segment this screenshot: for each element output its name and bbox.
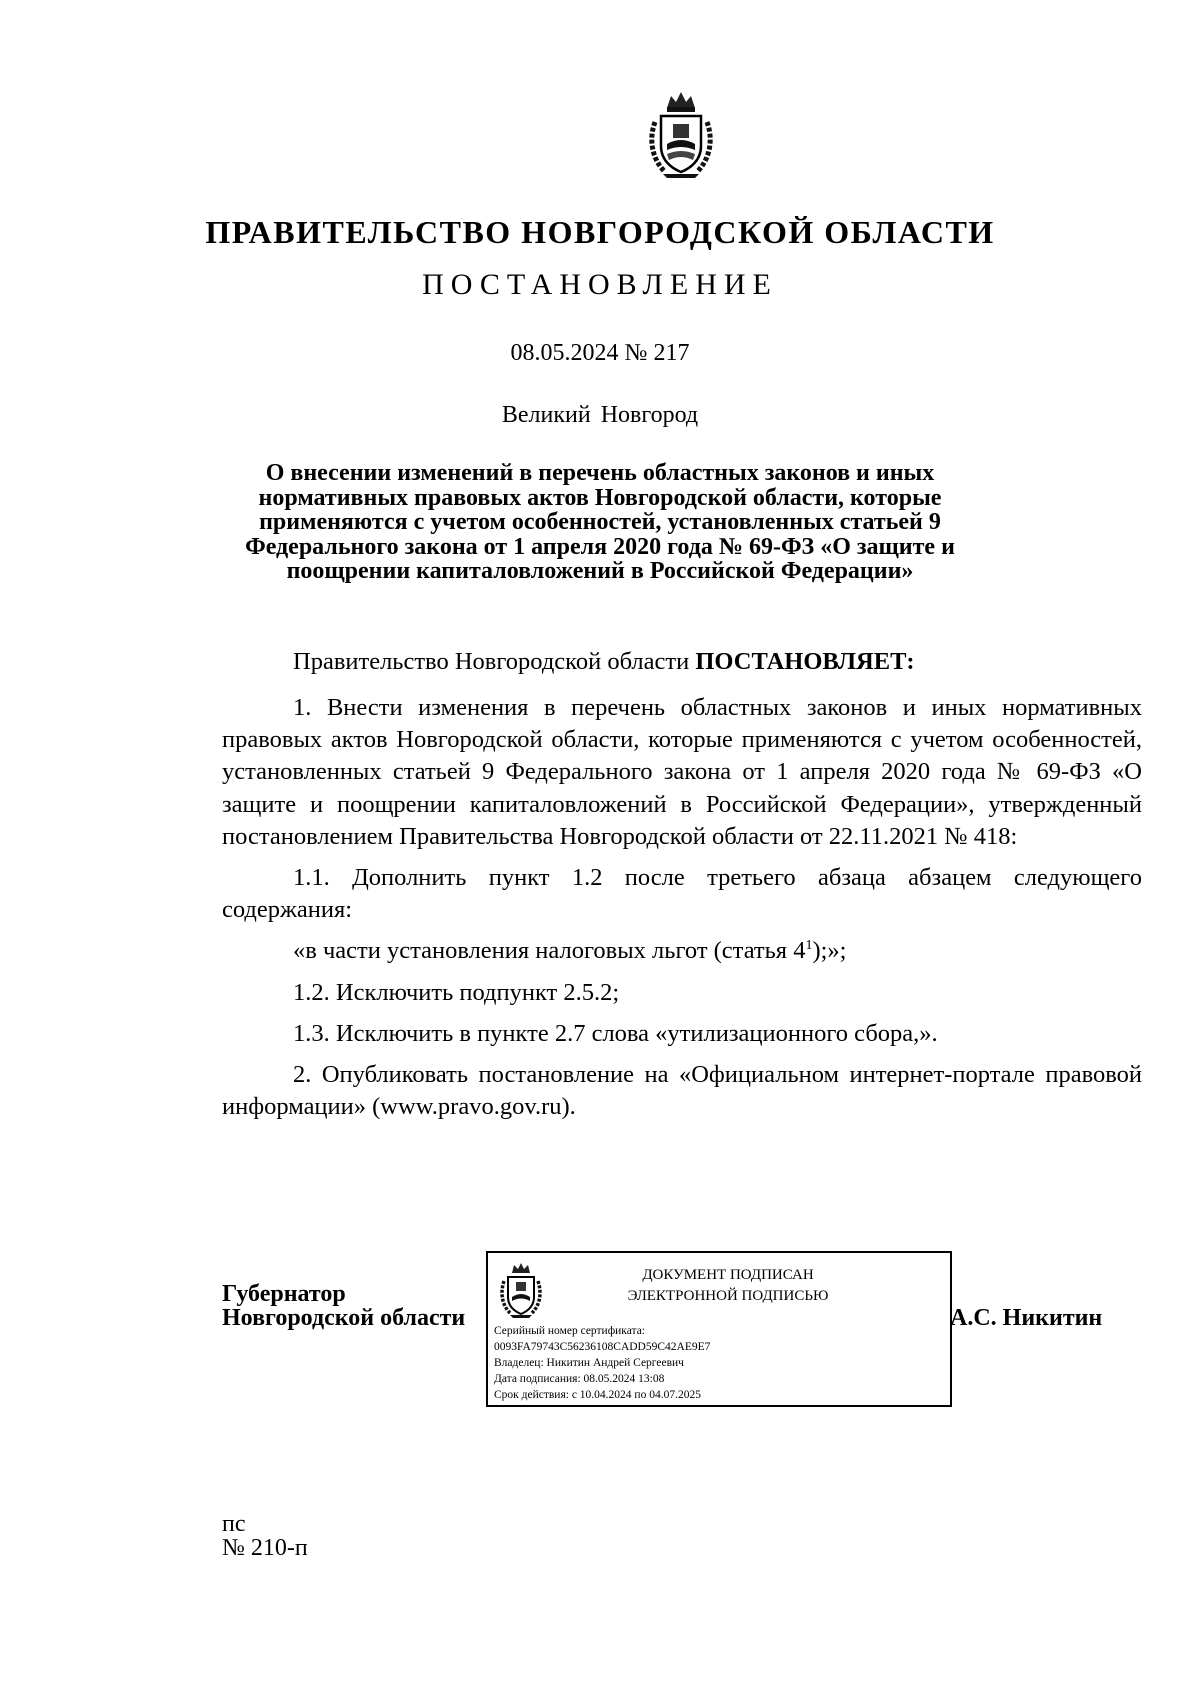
stamp-heading-line: ЭЛЕКТРОННОЙ ПОДПИСЬЮ — [627, 1288, 829, 1304]
electronic-signature-stamp — [486, 1251, 952, 1407]
coat-of-arms-icon — [498, 1261, 544, 1319]
quote-text: «в части установления налоговых льгот (статья 4 — [293, 937, 806, 965]
title-line: применяются с учетом особенностей, установленных статьей 9 — [259, 509, 941, 535]
resolution-line — [222, 646, 1142, 678]
coat-of-arms-icon — [645, 88, 717, 180]
signer-name: А.С. Никитин — [950, 1305, 1103, 1331]
signed-date: Дата подписания: 08.05.2024 13:08 — [494, 1373, 665, 1385]
title-line: поощрении капиталовложений в Российской Федерации» — [286, 558, 914, 584]
stamp-details — [494, 1323, 710, 1403]
document-date-number: 08.05.2024 № 217 — [510, 340, 690, 366]
cert-validity: Срок действия: с 10.04.2024 по 04.07.2025 — [494, 1389, 701, 1401]
stamp-heading — [568, 1265, 888, 1307]
document-body — [222, 692, 1142, 1123]
signatory-position — [222, 1282, 465, 1330]
stamp-heading-line: ДОКУМЕНТ ПОДПИСАН — [642, 1267, 814, 1283]
document-type: ПОСТАНОВЛЕНИЕ — [422, 268, 778, 301]
position-line: Новгородской области — [222, 1305, 466, 1331]
paragraph-1-3: 1.3. Исключить в пункте 2.7 слова «утилизационного сбора,». — [293, 1019, 938, 1047]
paragraph-1-2: 1.2. Исключить подпункт 2.5.2; — [293, 978, 620, 1006]
paragraph-2: 2. Опубликовать постановление на «Официальном интернет-портале правовой информации» (www.pravo.gov.ru). — [222, 1061, 1142, 1121]
cert-owner: Владелец: Никитин Андрей Сергеевич — [494, 1357, 684, 1369]
quote-text-end: );»; — [812, 937, 847, 965]
paragraph-1-1-quote — [222, 935, 1142, 967]
footer-reference — [222, 1512, 308, 1560]
document-city: Великий Новгород — [501, 402, 699, 428]
resolution-prefix: Правительство Новгородской области — [293, 648, 696, 675]
quote-superscript: 1 — [805, 938, 813, 954]
resolution-keyword: ПОСТАНОВЛЯЕТ: — [695, 648, 915, 675]
footer-line: № 210-п — [222, 1535, 308, 1561]
cert-label: Серийный номер сертификата: — [494, 1325, 645, 1337]
title-line: нормативных правовых актов Новгородской области, которые — [258, 484, 942, 511]
title-line: О внесении изменений в перечень областных законов и иных — [265, 460, 935, 486]
position-line: Губернатор — [222, 1281, 346, 1307]
paragraph-1: 1. Внести изменения в перечень областных законов и иных нормативных правовых актов Новгородской области, которые применяются с учетом особенностей, установленных статьей 9 Федерального закона от 1 апреля 2020 года № 69-ФЗ «О защите и поощрении капиталовложений в Российской Федерации», утвержденный постановлением Правительства Новгородской области от 22.11.2021 № 418: — [222, 694, 1142, 850]
title-line: Федерального закона от 1 апреля 2020 года № 69-ФЗ «О защите и — [245, 533, 955, 560]
document-title — [0, 461, 1200, 584]
footer-line: пс — [222, 1511, 246, 1537]
cert-number: 0093FA79743C56236108CADD59C42AE9E7 — [494, 1341, 711, 1353]
organization-name: ПРАВИТЕЛЬСТВО НОВГОРОДСКОЙ ОБЛАСТИ — [205, 214, 995, 250]
paragraph-1-1: 1.1. Дополнить пункт 1.2 после третьего абзаца абзацем следующего содержания: — [222, 864, 1142, 924]
